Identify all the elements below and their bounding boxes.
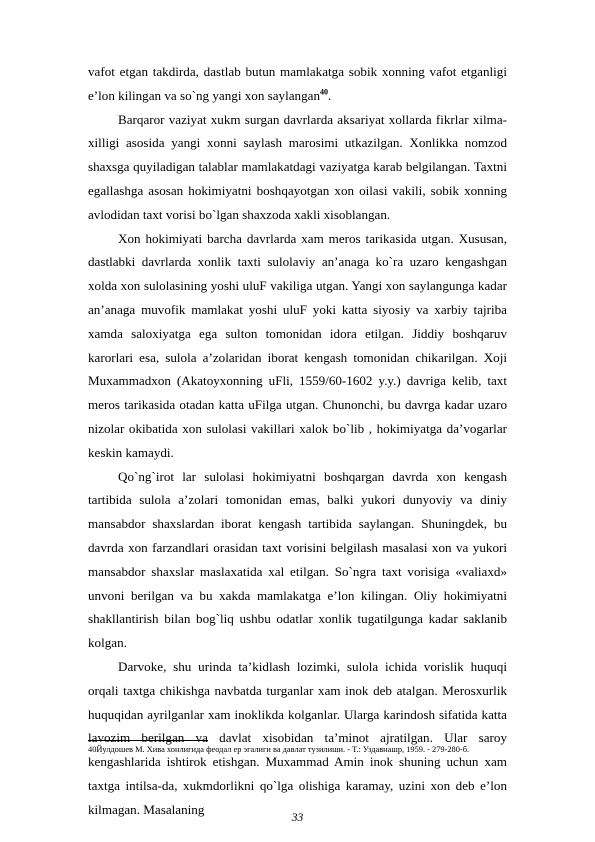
body-text	[88, 60, 507, 822]
footnote	[88, 744, 507, 755]
paragraph-1	[88, 60, 507, 108]
paragraph-1-text: vafot etgan takdirda, dastlab butun mamlakatga sobik xonning vafot etganligi e’lon kilingan va so`ng yangi xon saylangan	[88, 64, 507, 103]
page-number: 33	[291, 812, 304, 824]
footnote-text: Йулдошев М. Хива хонлигида феодал ер эгалиги ва давлат тузилиши. - Т.: Уздавнашр, 1959. - 279-280-б.	[96, 745, 470, 754]
footnote-ref: 40	[320, 87, 328, 97]
footnote-number: 40	[88, 745, 97, 754]
paragraph-2: Barqaror vaziyat xukm surgan davrlarda aksariyat xollarda fikrlar xilma-xilligi asosida yangi xonni saylash marosimi utkazilgan. Xonlikka nomzod shaxsga quyiladigan talablar mamlakatdagi vaziyatga karab belgilangan. Taxtni egallashga asosan hokimiyatni boshqayotgan xon oilasi vakili, sobik xonning avlodidan taxt vorisi bo`lgan shaxzoda xakli xisoblangan.	[88, 111, 507, 222]
paragraph-3: Xon hokimiyati barcha davrlarda xam meros tarikasida utgan. Xususan, dastlabki davrlarda xonlik taxti sulolaviy an’anaga ko`ra uzaro kengashgan xolda xon sulolasining yoshi uluF vakiliga utgan. Yangi xon saylangunga kadar an’anaga muvofik mamlakat yoshi uluF yoki katta siyosiy va xarbiy tajriba xamda saloxiyatga ega sulton tomonidan idora etilgan. Jiddiy boshqaruv karorlari esa, sulola a’zolaridan iborat kengash tomonidan chikarilgan. Xoji Muxammadxon (Akatoyxonning uFli, 1559/60-1602 y.y.) davriga kelib, taxt meros tarikasida otadan katta uFilga utgan. Chunonchi, bu davrga kadar uzaro nizolar okibatida xon sulolasi vakillari xalok bo`lib , hokimiyatga da’vogarlar keskin kamaydi.	[88, 230, 507, 460]
paragraph-4: Qo`ng`irot lar sulolasi hokimiyatni boshqargan davrda xon kengash tartibida sulola a’zolari tomonidan emas, balki yukori dunyoviy va diniy mansabdor shaxslardan iborat kengash tartibida saylangan. Shuningdek, bu davrda xon farzandlari orasidan taxt vorisini belgilash masalasi xon va yukori mansabdor shaxslar maslaxatida xal etilgan. So`ngra taxt vorisiga «valiaxd» unvoni berilgan va bu xakda mamlakatga e’lon kilingan. Oliy hokimiyatni shakllantirish bilan bog`liq ushbu odatlar xonlik tugatilgunga kadar saklanib kolgan.	[88, 468, 507, 651]
paragraph-1-tail: .	[328, 87, 332, 103]
footnote-divider	[88, 740, 208, 741]
paragraph-5: Darvoke, shu urinda ta’kidlash lozimki, sulola ichida vorislik huquqi orqali taxtga chikishga navbatda turganlar xam inok deb atalgan. Merosxurlik huquqidan ayrilganlar xam inoklikda kolganlar. Ularga karindosh sifatida katta lavozim berilgan va davlat xisobidan ta’minot ajratilgan. Ular saroy kengashlarida ishtirok etishgan. Muxammad Amin inok shuning uchun xam taxtga intilsa-da, xukmdorlikni qo`lga olishiga karamay, uzini xon deb e’lon kilmagan. Masalaning	[88, 658, 507, 817]
